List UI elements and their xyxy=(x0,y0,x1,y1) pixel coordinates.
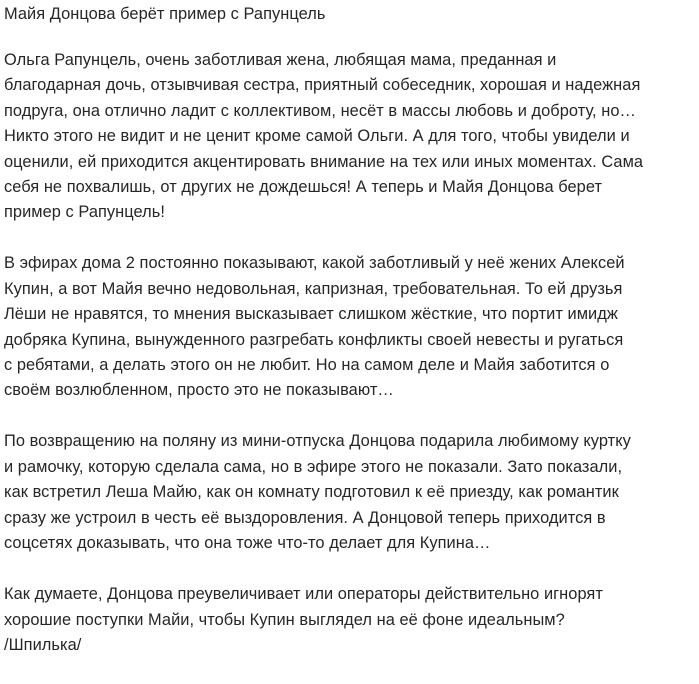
paragraph-4 xyxy=(4,582,694,658)
paragraph-line: с ребятами, а делать этого он не любит. Но на самом деле и Майя заботится о xyxy=(4,356,610,375)
paragraph-line: пример с Рапунцель! xyxy=(4,203,165,222)
author-signature: /Шпилька/ xyxy=(4,635,82,654)
paragraph-1 xyxy=(4,48,694,226)
article xyxy=(4,0,694,684)
paragraph-line: хорошие поступки Майи, чтобы Купин выглядел на её фоне идеальным? xyxy=(4,610,565,629)
paragraph-line: и рамочку, которую сделала сама, но в эфире этого не показали. Зато показали, xyxy=(4,457,623,476)
paragraph-3 xyxy=(4,429,694,556)
paragraph-line: благодарная дочь, отзывчивая сестра, приятный собеседник, хорошая и надежная xyxy=(4,76,641,95)
paragraph-line: Ольга Рапунцель, очень заботливая жена, любящая мама, преданная и xyxy=(4,51,557,69)
paragraph-2 xyxy=(4,251,694,403)
paragraph-line: Как думаете, Донцова преувеличивает или операторы действительно игнорят xyxy=(4,585,603,604)
paragraph-line: добряка Купина, вынужденного разгребать конфликты своей невесты и ругаться xyxy=(4,330,624,349)
paragraph-line: Никто этого не видит и не ценит кроме самой Ольги. А для того, чтобы увидели и xyxy=(4,127,630,146)
paragraph-line: По возвращению на поляну из мини-отпуска Донцова подарила любимому куртку xyxy=(4,432,631,451)
paragraph-line: как встретил Леша Майю, как он комнату подготовил к её приезду, как романтик xyxy=(4,483,619,502)
article-title: Майя Донцова берёт пример с Рапунцель xyxy=(4,5,326,23)
paragraph-line: соцсетях доказывать, что она тоже что-то делает для Купина… xyxy=(4,534,491,553)
paragraph-line: оценили, ей приходится акцентировать внимание на тех или иных моментах. Сама xyxy=(4,152,644,171)
paragraph-line: Купин, а вот Майя вечно недовольная, капризная, требовательная. То ей друзья xyxy=(4,279,623,298)
paragraph-line: Лёши не нравятся, то мнения высказывает слишком жёсткие, что портит имидж xyxy=(4,305,618,324)
paragraph-line: подруга, она отлично ладит с коллективом, несёт в массы любовь и доброту, но… xyxy=(4,101,636,120)
paragraph-line: себя не похвалишь, от других не дождешься! А теперь и Майя Донцова берет xyxy=(4,178,603,197)
paragraph-line: своём возлюбленном, просто это не показывают… xyxy=(4,381,394,400)
paragraph-line: сразу же устроил в честь её выздоровления. А Донцовой теперь приходится в xyxy=(4,508,606,527)
paragraph-line: В эфирах дома 2 постоянно показывают, какой заботливый у неё жених Алексей xyxy=(4,254,625,273)
